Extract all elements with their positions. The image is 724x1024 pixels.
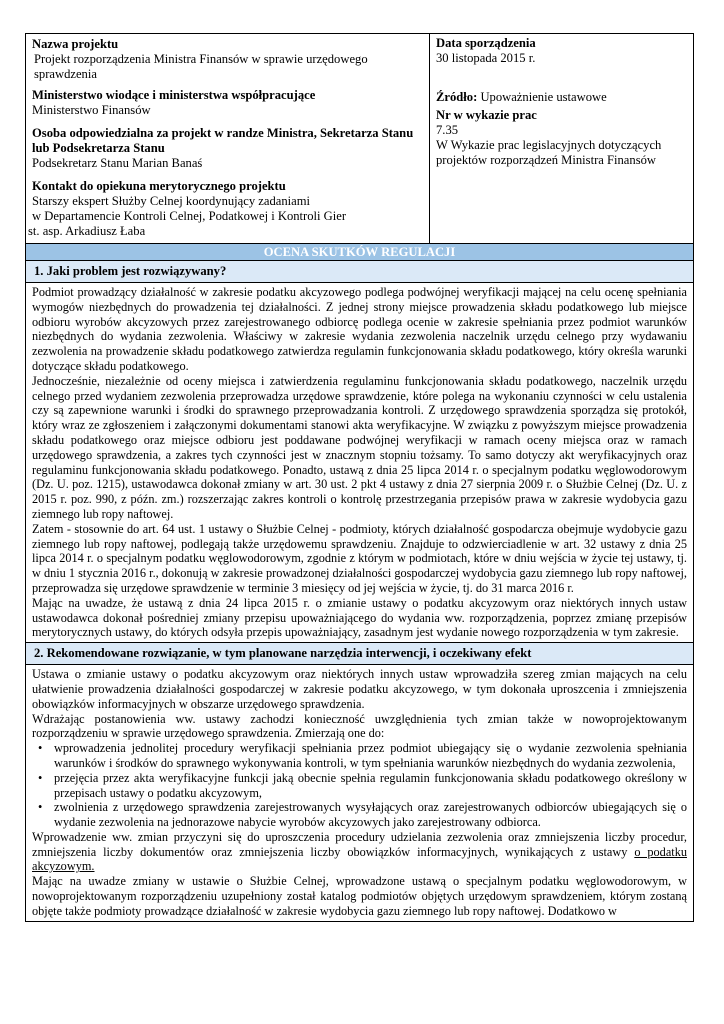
source: Upoważnienie ustawowe xyxy=(480,90,607,104)
person-label: Osoba odpowiedzialna za projekt w randze Ministra, Sekretarza Stanu lub Podsekretarza Stanu xyxy=(32,126,414,155)
date-label: Data sporządzenia xyxy=(436,36,536,50)
list-item xyxy=(38,770,687,801)
work-block xyxy=(436,108,687,168)
section2-content xyxy=(26,664,693,921)
project-name: Projekt rozporządzenia Ministra Finansów w sprawie urzędowego sprawdzenia xyxy=(34,52,368,81)
contact-line: st. asp. Arkadiusz Łaba xyxy=(28,224,146,238)
list-item xyxy=(38,741,687,771)
date-block xyxy=(436,36,687,66)
section2-heading: 2. Rekomendowane rozwiązanie, w tym planowane narzędzia interwencji, i oczekiwany efekt xyxy=(26,642,693,664)
source-block xyxy=(436,90,687,105)
list-item-text: wprowadzenia jednolitej procedury weryfikacji spełniania przez podmiot ubiegający się o wydanie zezwolenia spełniania warunków i środków do sprawnego wykonywania kontroli, w tym spełniania warunków niezbędnych do wydania zezwolenia, xyxy=(54,741,687,770)
bullet-icon: • xyxy=(38,800,43,815)
header-right-column xyxy=(430,34,693,243)
paragraph: Wdrażając postanowienia ww. ustawy zachodzi konieczność uwzględnienia tych zmian także w nowoprojektowanym rozporządzeniu w sprawie urzędowego sprawdzenia. Zmierzają one do: xyxy=(32,711,687,741)
ministry-label: Ministerstwo wiodące i ministerstwa współpracujące xyxy=(32,88,316,102)
section1-content xyxy=(26,282,693,642)
contact-line: Starszy ekspert Służby Celnej koordynujący zadaniami xyxy=(32,194,311,208)
list-item-text: przejęcia przez akta weryfikacyjne funkcji jaką obecnie spełnia regulamin funkcjonowania składu podatkowego określony w przepisach ustawy o podatku akcyzowym, xyxy=(54,770,687,800)
contact-label: Kontakt do opiekuna merytorycznego projektu xyxy=(32,179,286,193)
paragraph xyxy=(32,830,687,874)
ministry: Ministerstwo Finansów xyxy=(32,103,151,117)
person-block xyxy=(32,126,423,171)
date: 30 listopada 2015 r. xyxy=(436,51,536,65)
paragraph: Jednocześnie, niezależnie od oceny miejsca i zatwierdzenia regulaminu funkcjonowania składu podatkowego, naczelnik urzędu celnego przed wydaniem zezwolenia przeprowadza urzędowe sprawdzenie, które polega na wykonaniu czynności w celu ustalenia czy są zapewnione warunki i środki do sprawnego przeprowadzania kontroli. Z urzędowego sprawdzenia sporządza się protokół, który wraz ze zgłoszeniem i załączonymi dokumentami stanowi akta weryfikacyjne. W związku z powyższym miejsce prowadzenia składu podatkowego oraz miejsce odbioru jest poddawane podwójnej weryfikacji w ramach oceny miejsca oraz w ramach urzędowego sprawdzenia, a zakres tych czynności jest w znacznym stopniu tożsamy. To samo dotyczy akt weryfikacyjnych oraz regulaminu funkcjonowania składu podatkowego. Ponadto, ustawą z dnia 25 lipca 2014 r. o specjalnym podatku węglowodorowym (Dz. U. poz. 1215), ustawodawca dokonał zmiany w art. 30 ust. 2 pkt 4 ustawy z dnia 27 sierpnia 2009 r. o Służbie Celnej (Dz. U. z 2015 r. poz. 990, z późn. zm.) rozszerzając zakres kontroli o kontrolę przestrzegania przepisów prawa w zakresie wydobycia gazu ziemnego lub ropy naftowej. xyxy=(32,373,687,521)
list-item xyxy=(38,800,687,830)
contact-block xyxy=(28,179,423,239)
bullet-list xyxy=(32,741,687,830)
project-name-block xyxy=(32,37,423,82)
contact-line: w Departamencie Kontroli Celnej, Podatkowej i Kontroli Gier xyxy=(32,209,347,223)
ministry-block xyxy=(32,88,423,118)
header-table xyxy=(26,34,693,243)
paragraph: Mając na uwadze zmiany w ustawie o Służbie Celnej, wprowadzone ustawą o specjalnym podatku węglowodorowym, w nowoprojektowanym rozporządzeniu uzupełniony został katalog podmiotów objętych urzędowym sprawdzeniem, którym zostaną objęte także podmioty prowadzące działalność w zakresie wydobycia gazu ziemnego lub ropy naftowej. Dodatkowo w xyxy=(32,874,687,918)
paragraph: Podmiot prowadzący działalność w zakresie podatku akcyzowego podlega podwójnej weryfikacji mającej na celu ocenę spełniania wymogów niezbędnych do prowadzenia tej działalności. Z jednej strony miejsce prowadzenia składu podatkowego lub miejsce odbioru wyrobów akcyzowych przez zarejestrowanego odbiorcę podlega ocenie w zakresie spełniania przez podmiot warunków niezbędnych do wydania zezwolenia. Właściwy w zakresie wydania zezwolenia naczelnik urzędu celnego przy wydawaniu zezwolenia na prowadzenie składu podatkowego zatwierdza regulamin funkcjonowania składu podatkowego, który określa warunki dotyczące składu podatkowego. xyxy=(32,285,687,373)
outro-underlined: o podatku akcyzowym. xyxy=(32,844,687,874)
work-desc: W Wykazie prac legislacyjnych dotyczących projektów rozporządzeń Ministra Finansów xyxy=(436,138,662,167)
paragraph: Zatem - stosownie do art. 64 ust. 1 ustawy o Służbie Celnej - podmioty, których działalność gospodarcza obejmuje wydobycie gazu ziemnego lub ropy naftowej, podlegają także urzędowemu sprawdzeniu. Znajduje to odzwierciadlenie w art. 32 ustawy z dnia 25 lipca 2014 r. o specjalnym podatku węglowodorowym, zgodnie z którym w podmiotach, które w dniu wejścia w życie tej ustawy, tj. w dniu 1 stycznia 2016 r., dokonują w zakresie prowadzonej działalności gospodarczej wydobycia gazu ziemnego lub ropy naftowej, przeprowadza się urzędowe sprawdzenie w terminie 3 miesięcy od jej wejścia w życie, tj. do 31 marca 2016 r. xyxy=(32,521,687,595)
bullet-icon: • xyxy=(38,770,43,785)
person: Podsekretarz Stanu Marian Banaś xyxy=(32,156,203,170)
header-left-column xyxy=(26,34,430,243)
project-name-label: Nazwa projektu xyxy=(32,37,119,51)
paragraph: Mając na uwadze, że ustawą z dnia 24 lipca 2015 r. o zmianie ustawy o podatku akcyzowym oraz niektórych innych ustaw ustawodawca dokonał pośredniej zmiany przepisu upoważniającego do wydania ww. rozporządzenia, poprzez zmianę przepisów merytorycznych ustawy, do których odsyła przepis upoważniający, zasadnym jest wydanie nowego rozporządzenia w tym zakresie. xyxy=(32,595,687,640)
outro-text: Wprowadzenie ww. zmian przyczyni się do uproszczenia procedury udzielania zezwolenia oraz zmniejszenia liczby procedur, zmniejszenia liczby dokumentów oraz zmniejszenia liczby obowiązków informacyjnych, wynikających z ustawy xyxy=(32,829,687,859)
work-number: 7.35 xyxy=(436,123,459,137)
work-label: Nr w wykazie prac xyxy=(436,108,537,122)
ors-title: OCENA SKUTKÓW REGULACJI xyxy=(26,243,693,260)
ors-form xyxy=(25,33,694,922)
list-item-text: zwolnienia z urzędowego sprawdzenia zarejestrowanych wysyłających oraz zarejestrowanych odbiorców ubiegających się o wydanie zezwolenia na jednorazowe nabycie wyrobów akcyzowych jako zarejestrowany odbiorca. xyxy=(54,800,687,830)
bullet-icon: • xyxy=(38,741,43,756)
paragraph: Ustawa o zmianie ustawy o podatku akcyzowym oraz niektórych innych ustaw wprowadziła szereg zmian mających na celu ułatwienie prowadzenia działalności gospodarczej w zakresie podatku akcyzowego, w tym dokonała uproszcenia i zmniejszenia obowiązków informacyjnych w obszarze urzędowego sprawdzenia. xyxy=(32,667,687,711)
source-label: Źródło: xyxy=(436,90,478,104)
section1-heading: 1. Jaki problem jest rozwiązywany? xyxy=(26,260,693,282)
